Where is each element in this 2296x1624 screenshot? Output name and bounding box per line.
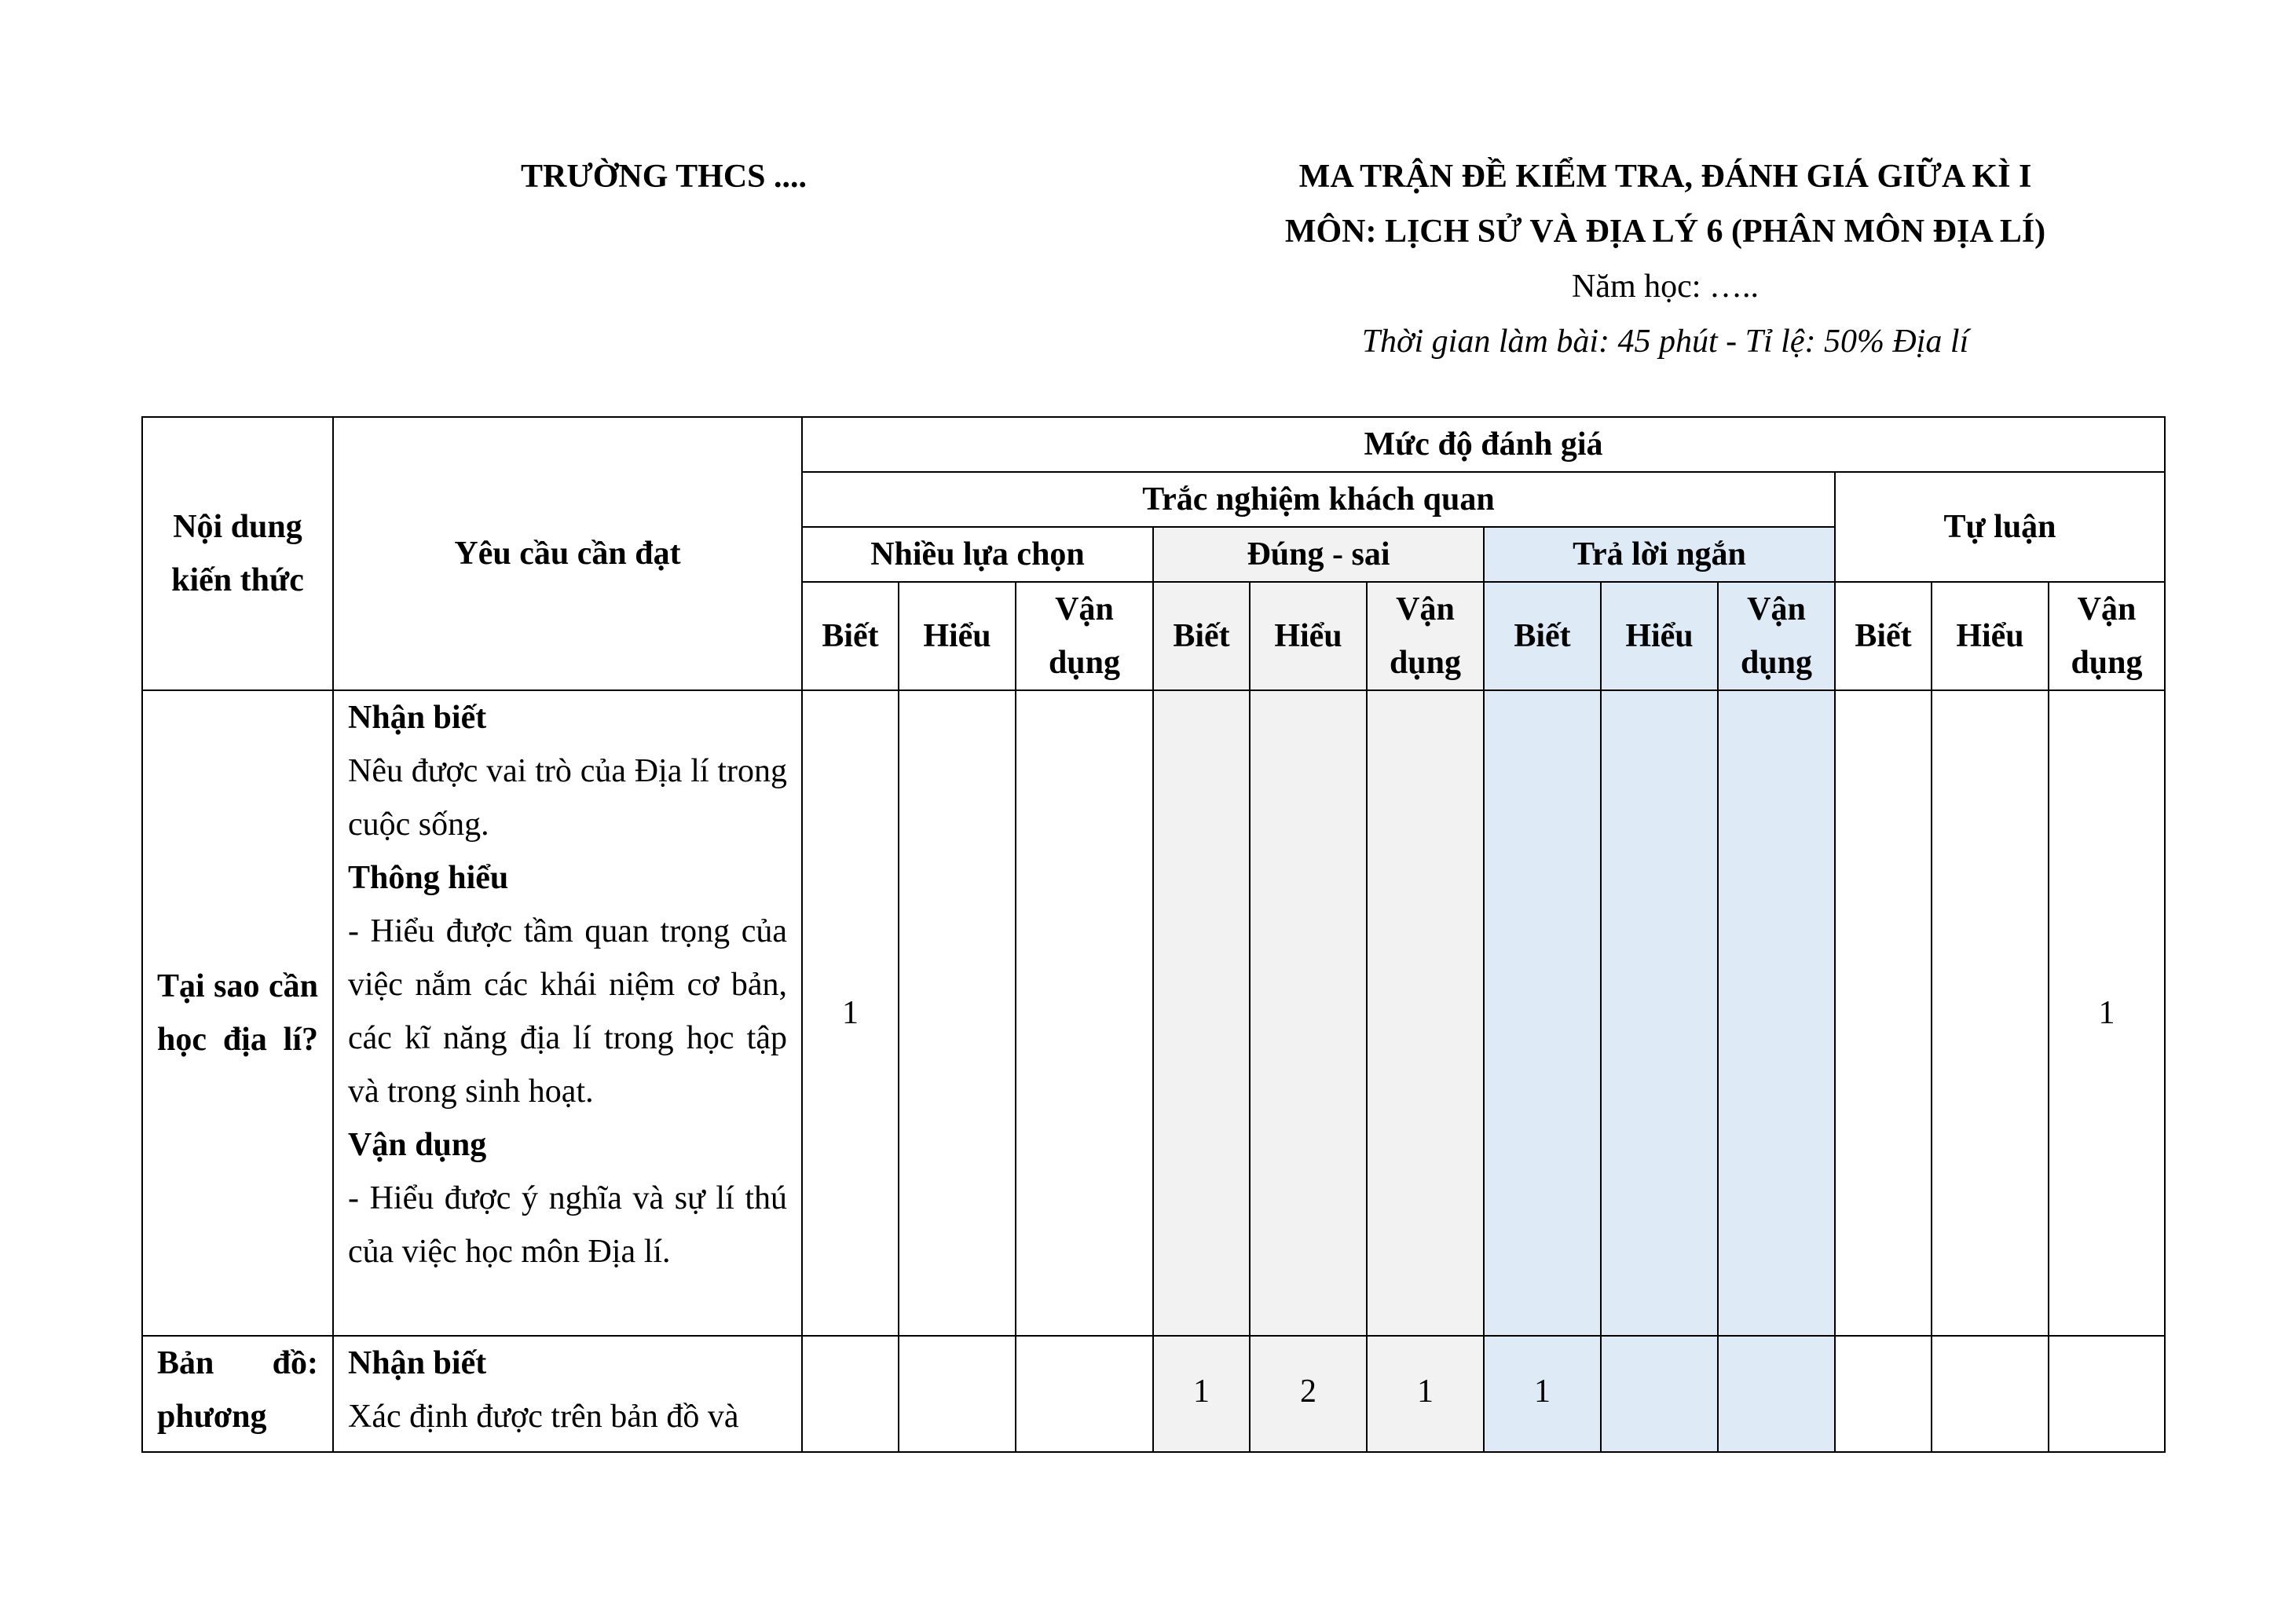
topic-line: phương [157, 1399, 267, 1435]
sub-understand: Hiểu [1601, 582, 1718, 690]
level-header: Mức độ đánh giá [802, 417, 2165, 472]
table-row [142, 690, 2165, 1336]
count-cell [1153, 690, 1250, 1336]
requirement-text: - Hiểu được ý nghĩa và sự lí thú của việc học môn Địa lí. [348, 1180, 787, 1270]
count-cell: 1 [2049, 690, 2165, 1336]
sub-know: Biết [1484, 582, 1601, 690]
requirement-cell [333, 690, 802, 1336]
count-cell [1718, 690, 1835, 1336]
document-title-block [1155, 149, 2176, 369]
requirement-level-title: Nhận biết [348, 700, 487, 736]
count-cell [1601, 1336, 1718, 1452]
count-cell [2049, 1336, 2165, 1452]
sub-understand: Hiểu [1250, 582, 1367, 690]
sub-apply: Vận dụng [2049, 582, 2165, 690]
sub-apply: Vận dụng [1718, 582, 1835, 690]
requirement-level-title: Nhận biết [348, 1345, 487, 1381]
count-cell [899, 690, 1016, 1336]
count-cell [1016, 690, 1153, 1336]
requirement-level-title: Vận dụng [348, 1127, 487, 1163]
sub-apply: Vận dụng [1016, 582, 1153, 690]
count-cell [1835, 1336, 1932, 1452]
requirement-cell [333, 1336, 802, 1452]
count-cell: 1 [802, 690, 899, 1336]
requirement-level-title: Thông hiểu [348, 860, 509, 896]
objective-header: Trắc nghiệm khách quan [802, 472, 1835, 527]
sub-know: Biết [1153, 582, 1250, 690]
group-true-false: Đúng - sai [1153, 527, 1484, 582]
sub-know: Biết [802, 582, 899, 690]
count-cell [1250, 690, 1367, 1336]
count-cell [1718, 1336, 1835, 1452]
exam-time-ratio: Thời gian làm bài: 45 phút - Tỉ lệ: 50% Địa lí [1361, 324, 1969, 360]
count-cell [1932, 690, 2049, 1336]
topic-cell [142, 1336, 333, 1452]
subject-title: MÔN: LỊCH SỬ VÀ ĐỊA LÝ 6 (PHÂN MÔN ĐỊA LÍ) [1284, 214, 2046, 250]
group-multiple-choice: Nhiều lựa chọn [802, 527, 1153, 582]
sub-understand: Hiểu [899, 582, 1016, 690]
count-cell [1835, 690, 1932, 1336]
requirement-text: Nêu được vai trò của Địa lí trong cuộc sống. [348, 753, 787, 843]
sub-apply: Vận dụng [1367, 582, 1484, 690]
count-cell [1932, 1336, 2049, 1452]
topic-line: Bản đồ: [157, 1345, 318, 1381]
sub-know: Biết [1835, 582, 1932, 690]
assessment-matrix-table [141, 416, 2166, 1453]
col-header-content: Nội dung kiến thức [142, 417, 333, 690]
document-title: MA TRẬN ĐỀ KIỂM TRA, ĐÁNH GIÁ GIỮA KÌ I [1298, 159, 2032, 195]
col-header-requirement: Yêu cầu cần đạt [333, 417, 802, 690]
school-name: TRƯỜNG THCS .... [520, 159, 807, 195]
sub-understand: Hiểu [1932, 582, 2049, 690]
school-year: Năm học: ….. [1572, 269, 1759, 305]
count-cell: 1 [1367, 1336, 1484, 1452]
requirement-text: - Hiểu được tầm quan trọng của việc nắm các khái niệm cơ bản, các kĩ năng địa lí trong học tập và trong sinh hoạt. [348, 913, 787, 1110]
header-row-1 [142, 417, 2165, 472]
requirement-text: Xác định được trên bản đồ và [348, 1399, 739, 1435]
count-cell [1367, 690, 1484, 1336]
count-cell: 1 [1484, 1336, 1601, 1452]
count-cell: 1 [1153, 1336, 1250, 1452]
essay-header: Tự luận [1835, 472, 2165, 582]
table-row [142, 1336, 2165, 1452]
count-cell [1601, 690, 1718, 1336]
count-cell [802, 1336, 899, 1452]
count-cell [1484, 690, 1601, 1336]
count-cell: 2 [1250, 1336, 1367, 1452]
count-cell [1016, 1336, 1153, 1452]
count-cell [899, 1336, 1016, 1452]
topic-cell: Tại sao cần học địa lí? [142, 690, 333, 1336]
group-short-answer: Trả lời ngắn [1484, 527, 1835, 582]
